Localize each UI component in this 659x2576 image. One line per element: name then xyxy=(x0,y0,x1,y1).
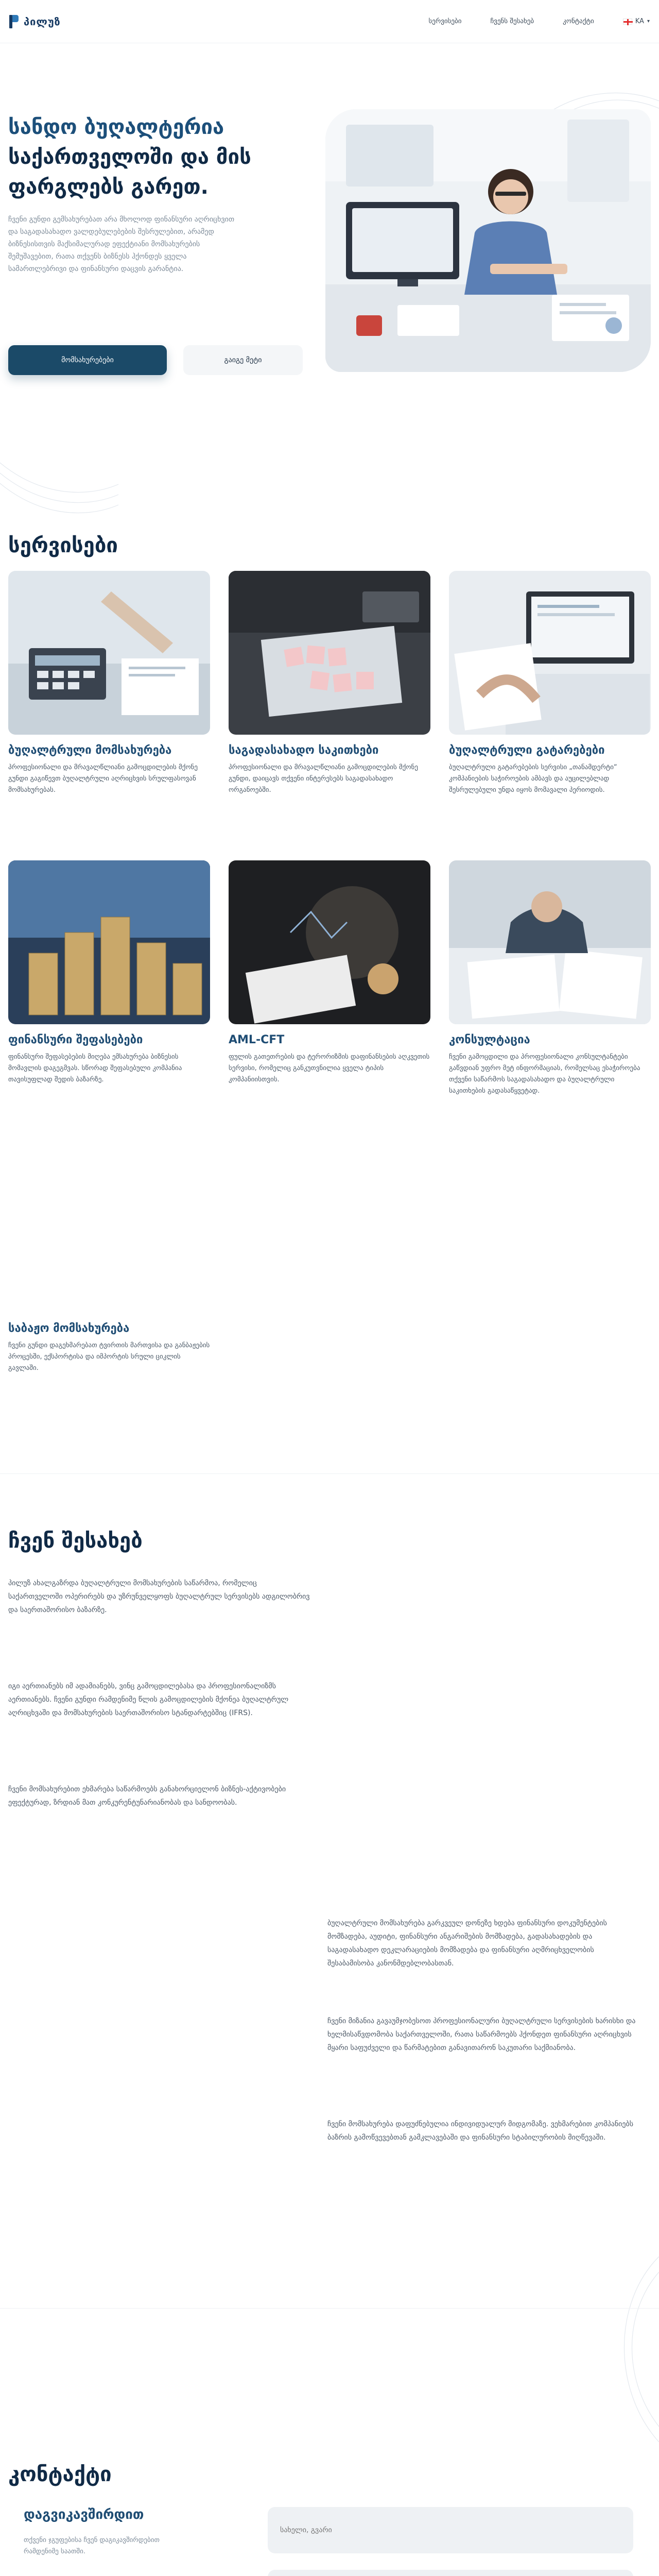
service-image-entries xyxy=(449,571,651,735)
service-card[interactable] xyxy=(449,860,651,1097)
service-description: პროფესიონალი და მრავალწლიანი გამოცდილების მქონე გუნდი, დაიცავს თქვენი ინტერესებს საგადასახადო ორგანოებში. xyxy=(229,764,418,794)
about-paragraph-right: ჩვენი მიზანია გავაუმჯობესოთ პროფესიონალური ბუღალტრული სერვისების ხარისხი და ხელმისაწვდომობა საქართველოში, რათა საწარმოებს ჰქონდეთ ფინანსური აღრიცხვის მყარი საფუძველი და წარმატებით განავითარონ საკუთარი საქმიანობა. xyxy=(327,2017,636,2052)
service-title: საგადასახადო საკითხები xyxy=(229,744,379,757)
service-card[interactable] xyxy=(449,571,651,796)
hero-title xyxy=(8,112,297,202)
service-description: ფულის გათეთრების და ტერორიზმის დაფინანსების აღკვეთის სერვისი, რომელიც განკუთვნილია ყველა ტიპის კომპანიისთვის. xyxy=(229,1053,430,1083)
service-title: ბუღალტრული მომსახურება xyxy=(8,744,172,757)
contact-note: თქვენი ჯგუფებისა ჩვენ დაგიკავშირდებით რამდენიმე საათში. xyxy=(24,2536,160,2555)
site-header xyxy=(0,0,659,43)
language-code: KA xyxy=(635,18,644,25)
service-description: ბუღალტრული გატარებების სერვისი „თანამდერტი“ კომპანიების საჭიროების ამბავს და აუცილებლად შესრულებული უნდა იყოს მომავალი პერიოდის. xyxy=(449,764,617,794)
nav-item-about[interactable]: ჩვენს შესახებ xyxy=(490,18,534,25)
hero-title-line-2: საქართველოში და მის xyxy=(8,145,251,169)
service-image-valuation xyxy=(8,860,210,1024)
service-description: ჩვენი გუნდი დაგეხმარებათ ტვირთის მართვისა და განბაჟების პროცესში, ექსპორტისა და იმპორტის სრული ციკლის გავლაში. xyxy=(8,1342,210,1372)
service-image-accounting xyxy=(8,571,210,735)
name-input[interactable] xyxy=(268,2507,633,2553)
nav-item-services[interactable]: სერვისები xyxy=(428,18,462,25)
service-title: AML-CFT xyxy=(229,1033,285,1046)
service-card[interactable] xyxy=(229,571,430,796)
service-title: ფინანსური შეფასებები xyxy=(8,1033,143,1046)
hero-title-line-1: სანდო ბუღალტერია xyxy=(8,115,224,139)
service-title: საბაჟო მომსახურება xyxy=(8,1322,130,1335)
decorative-curves xyxy=(592,2257,659,2442)
section-divider xyxy=(0,1473,659,1474)
services-cta-button[interactable]: მომსახურებები xyxy=(8,345,167,375)
contact-title: კონტაქტი xyxy=(8,2463,112,2486)
about-title: ჩვენ შესახებ xyxy=(8,1529,143,1553)
about-paragraph: იგი აერთიანებს იმ ადამიანებს, ვინც გამოცდილებასა და პროფესიონალიზმს აერთიანებს. ჩვენი გუნდი რამდენიმე წლის გამოცდილების მქონეა ბუღალტრულ აღრიცხვაში და მომსახურების საერთაშორისო სტანდარტებშიც (IFRS). xyxy=(8,1682,289,1717)
logo-text: პილუზ xyxy=(24,15,61,28)
logo-icon xyxy=(9,15,19,28)
service-title: კონსულტაცია xyxy=(449,1033,530,1046)
hero-image xyxy=(325,109,651,372)
service-title: ბუღალტრული გატარებები xyxy=(449,744,605,757)
section-divider xyxy=(0,2308,659,2309)
service-image-aml xyxy=(229,860,430,1024)
chevron-down-icon: ▾ xyxy=(647,19,650,24)
nav-item-contact[interactable]: კონტაქტი xyxy=(563,18,594,25)
service-card[interactable] xyxy=(8,860,210,1086)
georgia-flag-icon xyxy=(623,19,632,25)
hero-title-line-3: ფარგლებს გარეთ. xyxy=(8,175,209,199)
decorative-curves xyxy=(0,422,124,515)
about-paragraph-right: ბუღალტრული მომსახურება გარკვეულ დონეზე ხდება ფინანსური დოკუმენტების მომზადება, აუდიტი, ფინანსური ანგარიშების მომზადება, გადასახადების და საგადასახადო დეკლარაციების მომზადება და ფინანსური აღმრიცხველობის შესაბამისობა კანონმდებლობასთან. xyxy=(327,1919,607,1968)
service-card[interactable] xyxy=(8,1322,210,1374)
hero-description: ჩვენი გუნდი გემსახურებათ არა მხოლოდ ფინანსური აღრიცხვით და საგადასახადო ვალდებულებების შესრულებით, არამედ ბიზნესისთვის მაქსიმალურად ეფექტიანი მომსახურების შემუშავებით, რათა თქვენს ბიზნესს ჰქონდეს ყველა სამართლებრივი და ფინანსური დაცვის გარანტია. xyxy=(8,215,235,273)
main-nav xyxy=(429,18,650,25)
service-description: ჩვენი გამოცდილი და პროფესიონალი კონსულტანტები გაწვდიან უფრო მეტ ინფორმაციას, რომელსაც ესაჭიროება თქვენი საწარმოს საგადასახადო და ბუღალტრული საკითხების გადასაწყვეტად. xyxy=(449,1053,640,1095)
about-paragraph: ჩვენი მომსახურებით ეხმარება საწარმოებს განახორციელონ ბიზნეს-აქტივობები ეფექტურად, ზრდიან მათ კონკურენტუნარიანობას და სანდოობას. xyxy=(8,1785,286,1807)
contact-subtitle: დაგვიკავშირდით xyxy=(24,2507,144,2522)
logo[interactable] xyxy=(9,15,61,28)
service-card[interactable] xyxy=(229,860,430,1086)
services-title: სერვისები xyxy=(8,534,118,557)
language-selector[interactable] xyxy=(623,18,650,25)
service-description: პროფესიონალი და მრავალწლიანი გამოცდილების მქონე გუნდი გაგიწევთ ბუღალტრული აღრიცხვის სრულფასოვან მომსახურებას. xyxy=(8,764,198,794)
service-image-tax xyxy=(229,571,430,735)
service-image-consulting xyxy=(449,860,651,1024)
email-input[interactable] xyxy=(268,2570,633,2576)
learn-more-button[interactable]: გაიგე მეტი xyxy=(183,345,303,375)
about-paragraph-right: ჩვენი მომსახურება დაფუძნებულია ინდივიდუალურ მიდგომაზე. ვეხმარებით კომპანიებს ბაზრის გამოწვევებთან გამკლავებაში და ფინანსური სტაბილურობის მიღწევაში. xyxy=(327,2120,634,2142)
service-card[interactable] xyxy=(8,571,210,796)
service-description: ფინანსური შეფასებების მიღება ემსახურება ბიზნესის მომავლის დაგეგმვას. სწორად შეფასებული კომპანია თავისუფლად შედის ბაზარზე. xyxy=(8,1053,182,1083)
about-paragraph: პილუზ ახალგაზრდა ბუღალტრული მომსახურების საწარმოა, რომელიც საქართველოში ოპერირებს და უზრუნველყოფს ბუღალტრულ სერვისებს ადგილობრივ და საერთაშორისო ბაზარზე. xyxy=(8,1579,310,1614)
